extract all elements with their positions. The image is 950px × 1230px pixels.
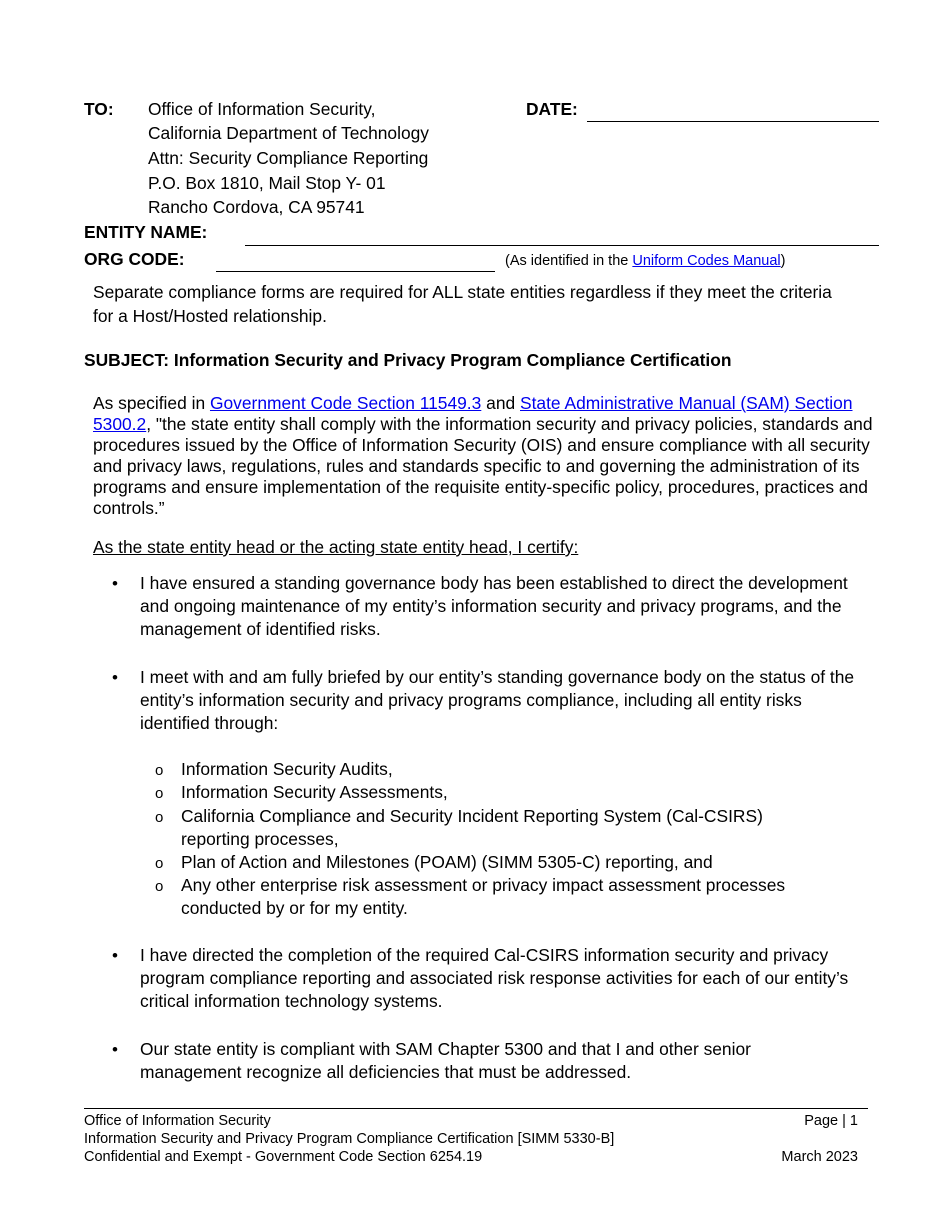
- bullet-marker: •: [112, 668, 118, 687]
- footer-page-number: Page | 1: [804, 1113, 858, 1129]
- uniform-codes-manual-link[interactable]: Uniform Codes Manual: [632, 253, 781, 269]
- intro-paragraph: [93, 393, 878, 519]
- government-code-link[interactable]: Government Code Section 11549.3: [209, 393, 482, 413]
- to-label: TO:: [84, 99, 114, 119]
- subject-heading: SUBJECT: Information Security and Privacy Program Compliance Certification: [84, 350, 732, 370]
- entity-name-label: ENTITY NAME:: [84, 222, 208, 242]
- risk-source-item: Any other enterprise risk assessment or privacy impact assessment processes conducted by or for my entity.: [181, 875, 786, 918]
- risk-source-item: Information Security Audits,: [181, 759, 393, 779]
- intro-mid: and: [481, 393, 520, 413]
- separate-forms-note: Separate compliance forms are required for ALL state entities regardless if they meet the criteria for a Host/Hosted relationship.: [93, 282, 832, 326]
- certification-item: I meet with and am fully briefed by our entity’s standing governance body on the status of the entity’s information security and privacy programs compliance, including all entity risks identified through:: [140, 667, 855, 733]
- certification-item: I have ensured a standing governance body has been established to direct the development and ongoing maintenance of my entity’s information security and privacy programs, and the management of identified risks.: [140, 573, 848, 639]
- sub-bullet-marker: o: [155, 855, 164, 872]
- sub-bullet-marker: o: [155, 809, 164, 826]
- date-field[interactable]: [587, 121, 879, 122]
- risk-source-item: Plan of Action and Milestones (POAM) (SIMM 5305-C) reporting, and: [181, 852, 713, 872]
- sam-section-link[interactable]: State Administrative Manual (SAM) Section 5300.2: [93, 393, 853, 434]
- risk-source-item: Information Security Assessments,: [181, 782, 448, 802]
- entity-name-field[interactable]: [245, 245, 879, 246]
- bullet-marker: •: [112, 1040, 118, 1059]
- bullet-marker: •: [112, 946, 118, 965]
- footer-office: Office of Information Security: [84, 1113, 271, 1129]
- risk-source-item: California Compliance and Security Incident Reporting System (Cal-CSIRS) reporting processes,: [181, 806, 763, 849]
- intro-rest: , "the state entity shall comply with the information security and privacy policies, standards and procedures issued by the Office of Information Security (OIS) and ensure compliance with all security and privacy laws, regulations, rules and standards specific to and governing the administration of its programs and ensure implementation of the requisite entity-specific policy, procedures, practices and controls.”: [93, 414, 873, 518]
- certification-item: I have directed the completion of the required Cal-CSIRS information security and privacy program compliance reporting and associated risk response activities for each of our entity’s critical information technology systems.: [140, 945, 849, 1011]
- address-line-3: Attn: Security Compliance Reporting: [148, 148, 429, 168]
- bullet-marker: •: [112, 574, 118, 593]
- footer-date: March 2023: [781, 1149, 858, 1165]
- address-line-5: Rancho Cordova, CA 95741: [148, 197, 365, 217]
- org-code-note: [505, 252, 786, 270]
- intro-prefix: As specified in: [93, 393, 210, 413]
- org-code-label: ORG CODE:: [84, 249, 185, 269]
- certification-item: Our state entity is compliant with SAM Chapter 5300 and that I and other senior management recognize all deficiencies that must be addressed.: [140, 1039, 751, 1082]
- address-line-1: Office of Information Security,: [148, 99, 376, 119]
- address-line-2: California Department of Technology: [148, 123, 429, 143]
- certify-heading: As the state entity head or the acting state entity head, I certify:: [93, 537, 579, 557]
- org-code-field[interactable]: [216, 271, 495, 272]
- org-note-suffix: ): [780, 253, 786, 269]
- footer-confidential: Confidential and Exempt - Government Code Section 6254.19: [84, 1149, 483, 1165]
- org-note-prefix: (As identified in the: [505, 253, 633, 269]
- date-label: DATE:: [526, 99, 578, 119]
- address-line-4: P.O. Box 1810, Mail Stop Y- 01: [148, 173, 386, 193]
- sub-bullet-marker: o: [155, 762, 164, 779]
- sub-bullet-marker: o: [155, 785, 164, 802]
- footer-divider: [84, 1108, 868, 1109]
- footer-form-title: Information Security and Privacy Program Compliance Certification [SIMM 5330-B]: [84, 1131, 615, 1147]
- sub-bullet-marker: o: [155, 878, 164, 895]
